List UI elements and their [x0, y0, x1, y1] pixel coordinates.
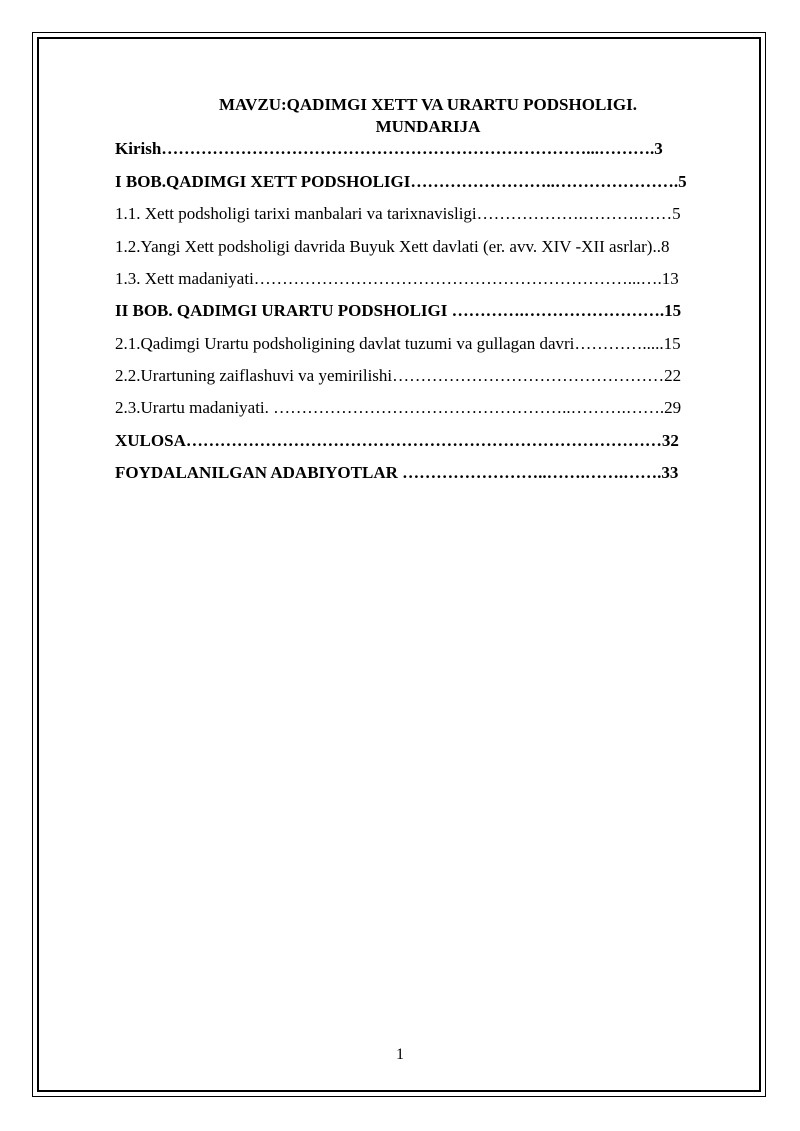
- toc-entry-adabiyotlar: FOYDALANILGAN ADABIYOTLAR ……………………..…….…….…….33: [115, 463, 679, 482]
- toc-entry-xulosa: XULOSA…………………………………………………………………………32: [115, 431, 679, 450]
- toc-entry-2-3: 2.3.Urartu madaniyati. ……………………………………………..……….…….29: [115, 398, 682, 417]
- title-block: [115, 94, 741, 138]
- toc-entry-1-2: 1.2.Yangi Xett podsholigi davrida Buyuk Xett davlati (er. avv. XIV -XII asrlar)..8: [115, 237, 670, 256]
- toc-entry-chapter-2: II BOB. QADIMGI URARTU PODSHOLIGI ………….…………………….15: [115, 301, 682, 320]
- toc-entry-chapter-1: I BOB.QADIMGI XETT PODSHOLIGI……………………..………………….5: [115, 172, 687, 191]
- toc-entry-kirish: Kirish…………………………………………………………………...……….3: [115, 139, 663, 158]
- document-subtitle: MUNDARIJA: [375, 117, 481, 136]
- toc-entry-2-2: 2.2.Urartuning zaiflashuvi va yemirilishi…………………………………………22: [115, 366, 682, 385]
- toc-entry-2-1: 2.1.Qadimgi Urartu podsholigining davlat tuzumi va gullagan davri………….....15: [115, 334, 681, 353]
- page-number: 1: [396, 1046, 404, 1063]
- document-title: MAVZU:QADIMGI XETT VA URARTU PODSHOLIGI.: [218, 95, 638, 114]
- page-inner-border: [37, 37, 761, 1092]
- toc-entry-1-3: 1.3. Xett madaniyati…………………………………………………………...….13: [115, 269, 679, 288]
- toc-entry-1-1: 1.1. Xett podsholigi tarixi manbalari va tarixnavisligi……………….……….……5: [115, 204, 681, 223]
